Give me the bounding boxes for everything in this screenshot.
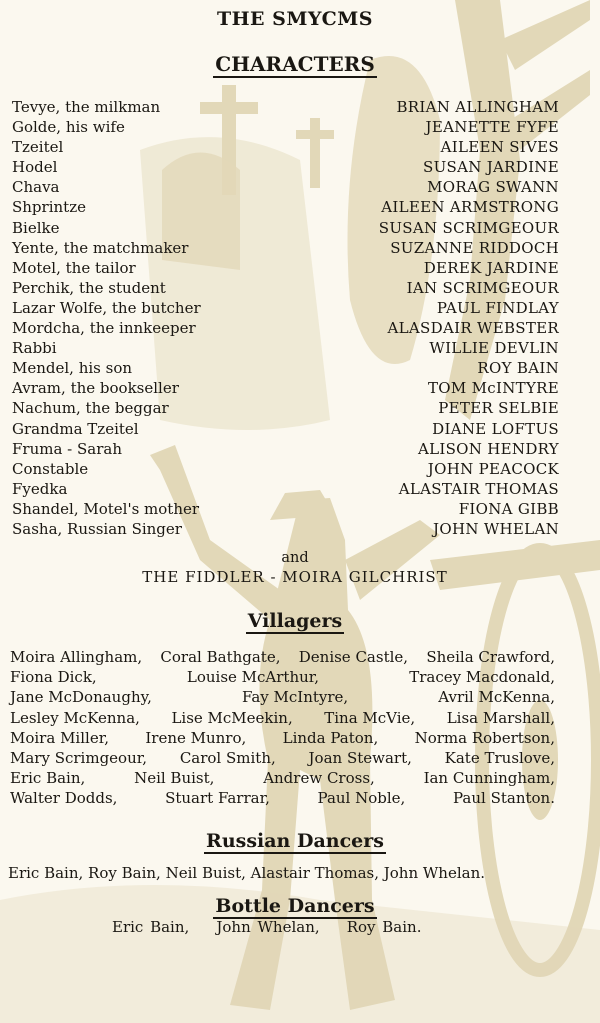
role-name: Yente, the matchmaker <box>12 238 189 257</box>
villager-name: Tracey Macdonald, <box>409 668 555 687</box>
actor-name: DIANE LOFTUS <box>432 419 559 438</box>
actor-name: TOM McINTYRE <box>428 379 559 398</box>
cast-row <box>0 378 600 398</box>
cast-row <box>0 177 600 197</box>
villagers-line <box>10 728 555 748</box>
role-name: Lazar Wolfe, the butcher <box>12 298 201 317</box>
villager-name: Carol Smith, <box>179 749 276 768</box>
villager-name: Paul Noble, <box>317 789 406 808</box>
bottle-dancer-name: John Whelan, <box>216 918 320 936</box>
role-name: Shprintze <box>12 198 86 217</box>
actor-name: JOHN PEACOCK <box>427 459 559 478</box>
villagers-heading-text: Villagers <box>247 610 343 632</box>
cast-row <box>0 519 600 539</box>
role-name: Shandel, Motel's mother <box>12 499 200 518</box>
actor-name: ROY BAIN <box>477 359 559 378</box>
role-name: Nachum, the beggar <box>12 399 169 418</box>
villager-name: Denise Castle, <box>298 648 409 666</box>
cast-row <box>0 117 600 137</box>
role-name: Hodel <box>12 158 58 177</box>
actor-name: DEREK JARDINE <box>423 258 559 277</box>
role-name: Avram, the bookseller <box>12 379 179 398</box>
and-connector: and <box>281 550 309 566</box>
villager-name: Ian Cunningham, <box>423 769 555 788</box>
role-name: Chava <box>12 178 60 197</box>
villager-name: Moira Miller, <box>10 728 109 747</box>
role-name: Fruma - Sarah <box>12 439 123 458</box>
role-name: Rabbi <box>12 339 57 358</box>
villager-name: Walter Dodds, <box>10 789 118 808</box>
villager-name: Norma Robertson, <box>414 728 555 747</box>
villagers-line <box>10 647 555 667</box>
organisation-title: THE SMYCMS <box>216 8 374 30</box>
villager-name: Jane McDonaughy, <box>10 688 152 707</box>
villager-name: Fay McIntyre, <box>241 688 349 707</box>
cast-row <box>0 479 600 499</box>
villager-name: Stuart Farrar, <box>165 789 270 808</box>
actor-name: ALISON HENDRY <box>417 439 559 458</box>
actor-name: ALASDAIR WEBSTER <box>387 319 559 338</box>
villager-name: Paul Stanton. <box>452 789 555 808</box>
actor-name: PAUL FINDLAY <box>436 298 559 317</box>
villager-name: Lise McMeekin, <box>171 708 293 727</box>
cast-row <box>0 97 600 117</box>
villager-name: Lesley McKenna, <box>10 708 140 727</box>
villagers-line <box>10 748 555 768</box>
bottle-dancer-name: Roy Bain. <box>346 918 422 936</box>
russian-dancers-list: Eric Bain, Roy Bain, Neil Buist, Alastair Thomas, John Whelan. <box>8 864 486 882</box>
villagers-line <box>10 667 555 687</box>
cast-list <box>0 97 600 539</box>
actor-name: MORAG SWANN <box>427 178 559 197</box>
villager-name: Joan Stewart, <box>308 749 412 768</box>
villager-name: Lisa Marshall, <box>446 708 555 727</box>
role-name: Tevye, the milkman <box>12 98 161 116</box>
bottle-dancers-heading-text: Bottle Dancers <box>215 895 375 917</box>
actor-name: PETER SELBIE <box>438 399 559 418</box>
cast-row <box>0 398 600 418</box>
role-name: Sasha, Russian Singer <box>12 519 182 538</box>
actor-name: JEANETTE FYFE <box>425 118 559 137</box>
cast-row <box>0 318 600 338</box>
actor-name: WILLIE DEVLIN <box>429 339 559 358</box>
cast-row <box>0 218 600 238</box>
cast-row <box>0 137 600 157</box>
fiddler-credit: THE FIDDLER - MOIRA GILCHRIST <box>142 568 448 586</box>
villagers-heading <box>0 610 590 632</box>
villager-name: Irene Munro, <box>145 728 247 747</box>
cast-row <box>0 298 600 318</box>
bottle-dancers-list <box>112 918 421 936</box>
cast-row <box>0 238 600 258</box>
villagers-line <box>10 788 555 808</box>
role-name: Mendel, his son <box>12 359 133 378</box>
role-name: Constable <box>12 459 89 478</box>
russian-dancers-heading-text: Russian Dancers <box>206 830 384 852</box>
role-name: Grandma Tzeitel <box>12 419 139 438</box>
cast-row <box>0 499 600 519</box>
actor-name: FIONA GIBB <box>458 499 559 518</box>
cast-row <box>0 419 600 439</box>
actor-name: AILEEN ARMSTRONG <box>381 198 559 217</box>
characters-heading-text: CHARACTERS <box>215 52 375 76</box>
villagers-line <box>10 708 555 728</box>
cast-row <box>0 439 600 459</box>
villager-name: Linda Paton, <box>282 728 379 747</box>
actor-name: BRIAN ALLINGHAM <box>396 98 559 116</box>
villagers-line <box>10 687 555 707</box>
actor-name: ALASTAIR THOMAS <box>398 479 559 498</box>
villager-name: Tina McVie, <box>324 708 416 727</box>
villagers-line <box>10 768 555 788</box>
villager-name: Moira Allingham, <box>10 648 143 666</box>
villager-name: Mary Scrimgeour, <box>10 749 148 768</box>
role-name: Perchik, the student <box>12 278 166 297</box>
actor-name: IAN SCRIMGEOUR <box>406 278 559 297</box>
villager-name: Kate Truslove, <box>444 749 555 768</box>
villager-name: Fiona Dick, <box>10 668 97 687</box>
actor-name: JOHN WHELAN <box>433 519 559 538</box>
bottle-dancer-name: Eric Bain, <box>112 918 190 936</box>
villager-name: Andrew Cross, <box>263 769 375 788</box>
villager-name: Louise McArthur, <box>186 668 320 687</box>
role-name: Mordcha, the innkeeper <box>12 319 196 338</box>
bottle-dancers-heading <box>0 895 590 917</box>
villager-name: Neil Buist, <box>134 769 215 788</box>
role-name: Tzeitel <box>12 138 64 157</box>
cast-row <box>0 459 600 479</box>
cast-row <box>0 197 600 217</box>
actor-name: SUSAN JARDINE <box>423 158 559 177</box>
cast-row <box>0 338 600 358</box>
role-name: Fyedka <box>12 479 68 498</box>
actor-name: AILEEN SIVES <box>440 138 559 157</box>
villager-name: Eric Bain, <box>10 769 86 788</box>
russian-dancers-heading <box>0 830 590 852</box>
role-name: Golde, his wife <box>12 118 125 137</box>
characters-heading <box>0 52 590 76</box>
cast-row <box>0 358 600 378</box>
actor-name: SUSAN SCRIMGEOUR <box>378 218 559 237</box>
villagers-list <box>10 647 555 809</box>
role-name: Motel, the tailor <box>12 258 136 277</box>
villager-name: Avril McKenna, <box>438 688 555 707</box>
cast-row <box>0 278 600 298</box>
cast-row <box>0 258 600 278</box>
villager-name: Sheila Crawford, <box>426 648 555 666</box>
villager-name: Coral Bathgate, <box>160 648 281 666</box>
actor-name: SUZANNE RIDDOCH <box>390 238 559 257</box>
cast-row <box>0 157 600 177</box>
role-name: Bielke <box>12 218 60 237</box>
